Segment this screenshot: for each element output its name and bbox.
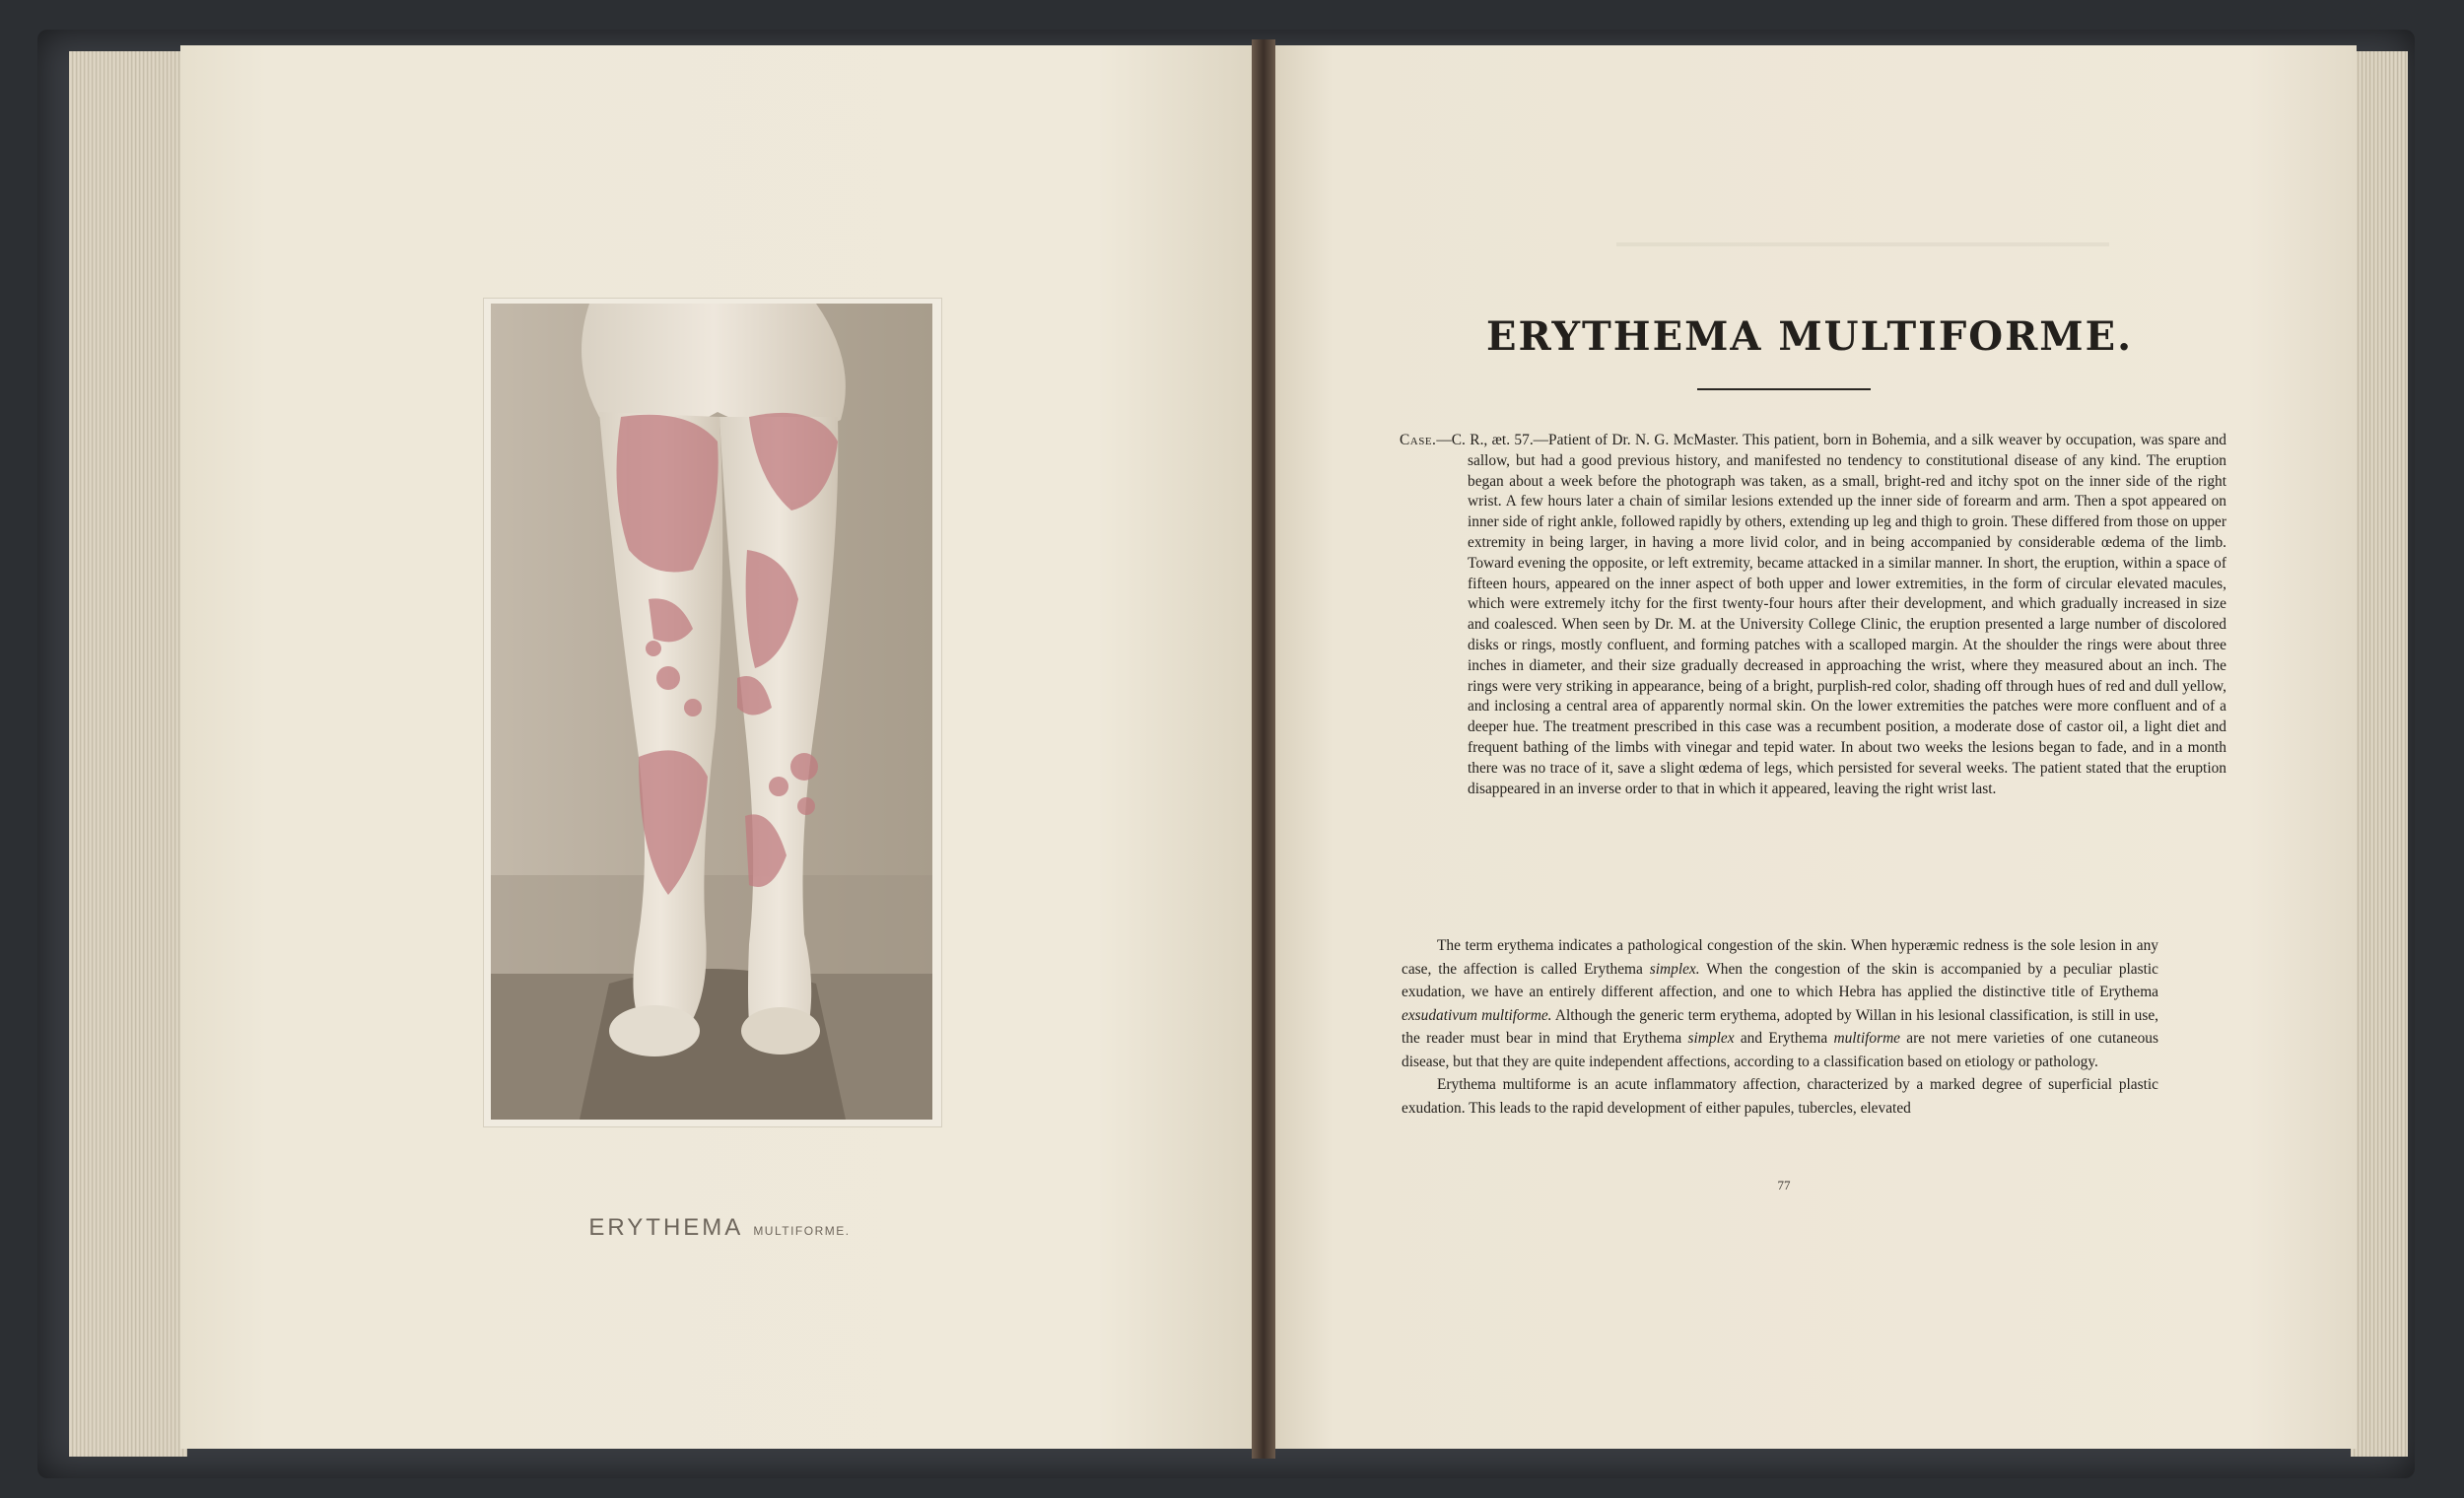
para1-italic-multiforme: multiforme: [1833, 1030, 1901, 1047]
para1-italic-simplex-2: simplex: [1687, 1030, 1735, 1047]
page-number: 77: [1777, 1178, 1791, 1192]
clinical-photograph: [491, 304, 932, 1120]
para1-text-a: The term erythema indicates a pathological congestion of the skin. When hyperæmic redness is the sole lesion in any case, the affection is called Erythema: [1402, 937, 2158, 978]
para1-italic-exsudativum: exsudativum multiforme.: [1402, 1006, 1552, 1024]
case-report: [1400, 431, 2226, 799]
para1-text-d: and Erythema: [1734, 1030, 1834, 1047]
show-through-text: [1616, 242, 2109, 246]
para1-text-b: When the congestion of the skin is accompanied by a peculiar plastic exudation, we have an entirely different affection, and one to which Hebra has applied the distinctive title of Erythema: [1402, 960, 2158, 1000]
page-title: ERYTHEMA MULTIFORME.: [1485, 313, 2133, 360]
legs-photo-illustration: [491, 304, 932, 1120]
page-edges-left: [69, 51, 187, 1457]
plate-caption-main: ERYTHEMA: [588, 1214, 744, 1241]
case-text: —C. R., æt. 57.—Patient of Dr. N. G. McMaster. This patient, born in Bohemia, and a silk weaver by occupation, was spare and sallow, but had a good previous history, and manifested no tendency to constitutional disease of any kind. The eruption began about a week before the photograph was taken, as a small, bright-red and itchy spot on the inner side of the right wrist. A few hours later a chain of similar lesions extended up the inner side of forearm and arm. Then a spot appeared on inner side of right ankle, followed rapidly by others, extending up leg and thigh to groin. These differed from those on upper extremity in being larger, in having a more livid color, and in being accompanied by considerable œdema of the limb. Toward evening the opposite, or left extremity, became attacked in a similar manner. In short, the eruption, within a space of fifteen hours, appeared on the inner aspect of both upper and lower extremities, in the form of circular elevated macules, which were extremely itchy for the first twenty-four hours after their development, and which gradually increased in size and coalesced. When seen by Dr. M. at the University College Clinic, the eruption presented a large number of discolored disks or rings, mostly confluent, and forming patches with a scalloped margin. At the shoulder the rings were about three inches in diameter, and their size gradually decreased in approaching the wrist, where they measured about an inch. The rings were very striking in appearance, being of a bright, purplish-red color, shading off through hues of red and dull yellow, and inclosing a central area of apparently normal skin. On the lower extremities the patches were more confluent and of a deeper hue. The treatment prescribed in this case was a recumbent position, a moderate dose of castor oil, a light diet and frequent bathing of the limbs with vinegar and tepid water. In about two weeks the lesions began to fade, and in a month there was no trace of it, save a slight œdema of legs, which persisted for several weeks. The patient stated that the eruption disappeared in an inverse order to that in which it appeared, leaving the right wrist last.: [1436, 432, 2226, 797]
paragraph-erythema-term: [1402, 934, 2158, 1073]
page-edges-right: [2351, 51, 2408, 1457]
para1-text-c: Although the generic term erythema, adopted by Willan in his lesional classification, is still in use, the reader must bear in mind that Erythema: [1402, 1006, 2159, 1047]
body-text: [1402, 934, 2158, 1120]
book-gutter: [1252, 39, 1275, 1459]
case-label: Case.: [1400, 432, 1437, 448]
plate-caption-sub: MULTIFORME.: [753, 1224, 851, 1238]
para1-text-e: are not mere varieties of one cutaneous disease, but that they are quite independent affections, according to a classification based on etiology or pathology.: [1402, 1030, 2158, 1070]
title-divider: [1697, 388, 1871, 390]
para1-italic-simplex: simplex.: [1649, 960, 1700, 978]
paragraph-definition: Erythema multiforme is an acute inflammatory affection, characterized by a marked degree of superficial plastic exudation. This leads to the rapid development of either papules, tubercles, elevated: [1402, 1076, 2158, 1117]
plate-caption: [493, 1214, 946, 1242]
